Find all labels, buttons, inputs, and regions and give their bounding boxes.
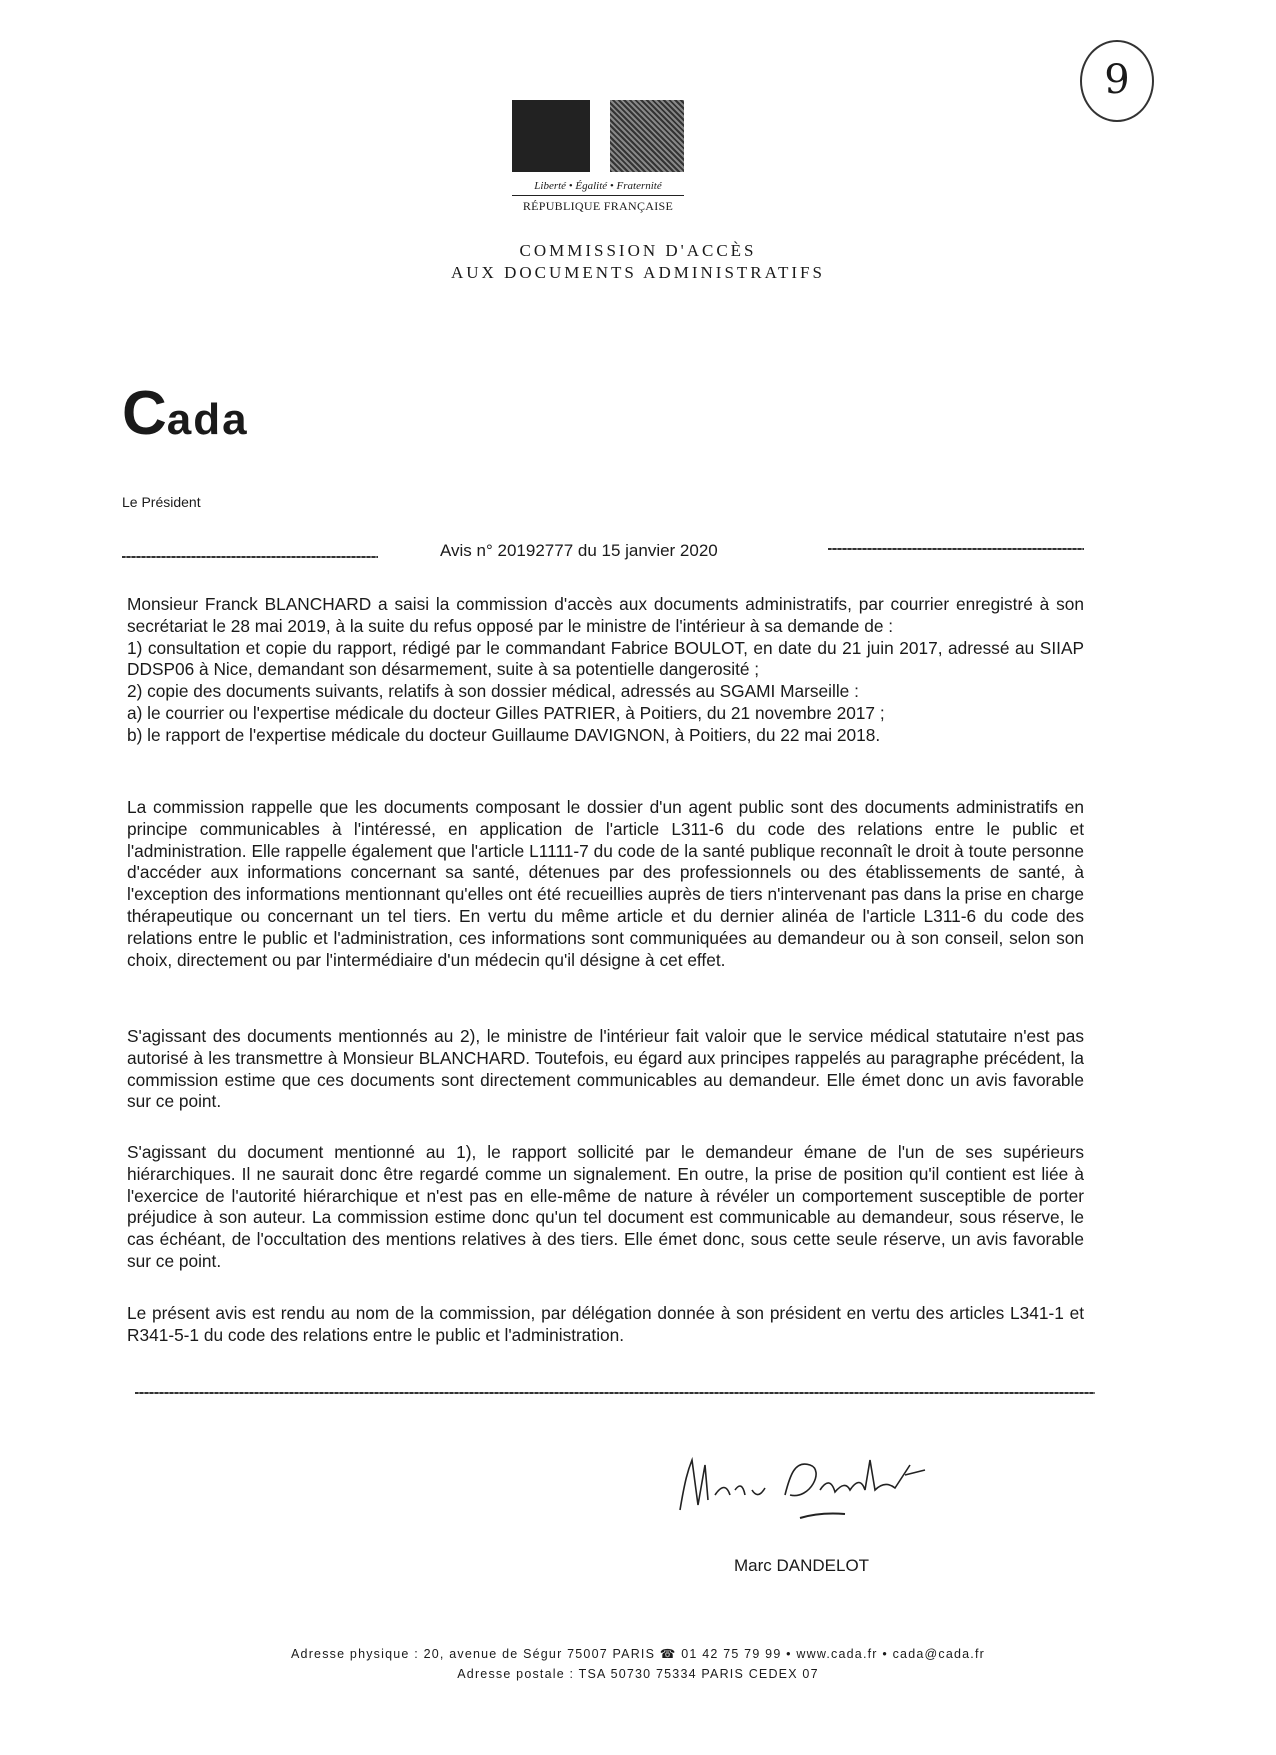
paragraph: S'agissant des documents mentionnés au 2), le ministre de l'intérieur fait valoir que le service médical statutaire n'est pas autorisé à les transmettre à Monsieur BLANCHARD. Toutefois, eu égard aux principes rappelés au paragraphe précédent, la commission estime que ces documents sont directement communicables au demandeur. Elle émet donc un avis favorable sur ce point.: [127, 1026, 1084, 1112]
marianne-emblem: [512, 100, 684, 172]
paragraph: S'agissant du document mentionné au 1), le rapport sollicité par le demandeur émane de l'un de ses supérieurs hiérarchiques. Il ne saurait donc être regardé comme un signalement. En outre, la prise de position qu'il contient est liée à l'exercice de l'autorité hiérarchique et n'est pas en elle-même de nature à révéler un comportement susceptible de porter préjudice à son auteur. La commission estime donc qu'un tel document est communicable au demandeur, sous réserve, le cas échéant, de l'occultation des mentions relatives à des tiers. Elle émet donc, sous cette seule réserve, un avis favorable sur ce point.: [127, 1142, 1084, 1271]
commission-title-line1: COMMISSION D'ACCÈS: [519, 241, 757, 260]
request-item: 2) copie des documents suivants, relatifs à son dossier médical, adressés au SGAMI Marseille :: [127, 681, 859, 702]
request-item: a) le courrier ou l'expertise médicale du docteur Gilles PATRIER, à Poitiers, du 21 novembre 2017 ;: [127, 702, 885, 723]
request-item: b) le rapport de l'expertise médicale du docteur Guillaume DAVIGNON, à Poitiers, du 22 mai 2018.: [127, 724, 881, 745]
motto: Liberté • Égalité • Fraternité: [512, 180, 684, 196]
signatory-name: Marc DANDELOT: [734, 1556, 870, 1575]
divider: [135, 1392, 1095, 1394]
paragraph: Le présent avis est rendu au nom de la commission, par délégation donnée à son président en vertu des articles L341-1 et R341-5-1 du code des relations entre le public et l'administration.: [127, 1303, 1084, 1345]
footer-address-physical: Adresse physique : 20, avenue de Ségur 75007 PARIS ☎ 01 42 75 79 99 • www.cada.fr • cada@cada.fr: [291, 1647, 985, 1661]
divider: [122, 556, 378, 558]
paragraph: La commission rappelle que les documents composant le dossier d'un agent public sont des documents administratifs en principe communicables à l'intéressé, en application de l'article L311-6 du code des relations entre le public et l'administration. Elle rappelle également que l'article L1111-7 du code de la santé publique reconnaît le droit à toute personne d'accéder aux informations concernant sa santé, détenues par des professionnels ou des établissements de santé, à l'exception des informations mentionnant qu'elles ont été recueillies auprès de tiers n'intervenant pas dans la prise en charge thérapeutique ou concernant un tel tiers. En vertu du même article et du dernier alinéa de l'article L311-6 du code des relations entre le public et l'administration, ces informations sont communiquées au demandeur ou à son conseil, selon son choix, directement ou par l'intermédiaire d'un médecin qu'il désigne à cet effet.: [127, 797, 1084, 970]
request-item: 1) consultation et copie du rapport, rédigé par le commandant Fabrice BOULOT, en date du 21 juin 2017, adressé au SIIAP DDSP06 à Nice, demandant son désarmement, suite à sa potentielle dangerosité ;: [127, 637, 1084, 680]
footer-address-postal: Adresse postale : TSA 50730 75334 PARIS CEDEX 07: [457, 1667, 819, 1681]
page-number-stamp: 9: [1080, 40, 1154, 122]
cada-logo: Cada: [122, 379, 249, 448]
intro-block: [127, 594, 1084, 747]
paragraph: Monsieur Franck BLANCHARD a saisi la commission d'accès aux documents administratifs, par courrier enregistré à son secrétariat le 28 mai 2019, à la suite du refus opposé par le ministre de l'intérieur à sa demande de :: [127, 594, 1084, 636]
republique-francaise-logo: [512, 100, 684, 214]
handwritten-signature: [670, 1440, 950, 1530]
commission-title-line2: AUX DOCUMENTS ADMINISTRATIFS: [451, 263, 825, 282]
avis-title: Avis n° 20192777 du 15 janvier 2020: [440, 541, 718, 560]
sender-title: Le Président: [122, 494, 201, 510]
divider: [828, 548, 1084, 550]
country-name: RÉPUBLIQUE FRANÇAISE: [522, 199, 674, 213]
